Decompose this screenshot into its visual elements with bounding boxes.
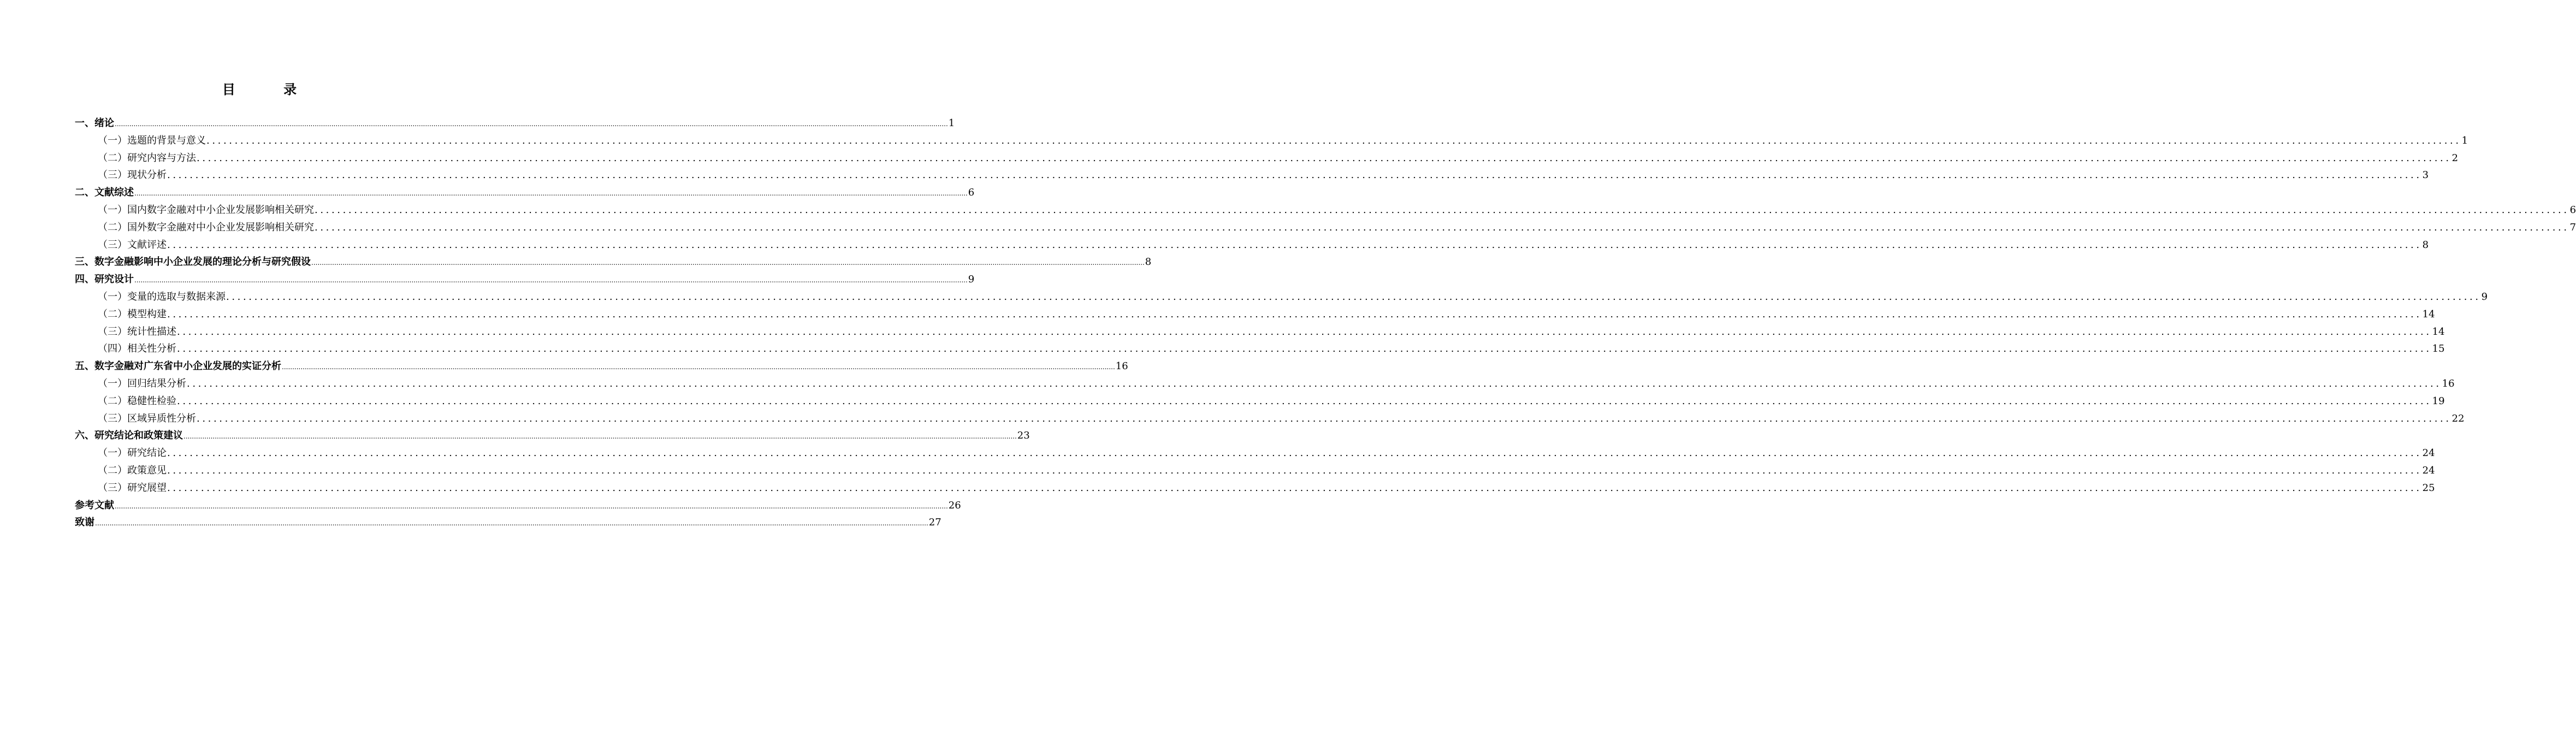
toc-dot-leader: ................................................................................................................................................................................................................................................................................................................................................................................................................ (282, 363, 1115, 371)
toc-chapter-entry[interactable] (75, 184, 975, 202)
toc-section-entry[interactable] (75, 236, 2429, 254)
toc-entry-label: （三）文献评述 (98, 239, 167, 251)
toc-section-entry[interactable] (75, 445, 2435, 462)
toc-entry-label: （二）稳健性检验 (98, 395, 176, 407)
toc-dot-leader: ................................................................................................................................................................................................................................................................................................................................................................................................................ (226, 291, 2481, 303)
toc-page-number: 22 (2451, 412, 2465, 424)
toc-entry-label: （三）现状分析 (98, 169, 167, 181)
toc-section-entry[interactable] (75, 219, 2576, 236)
toc-entry-label: （四）相关性分析 (98, 343, 176, 355)
toc-entry-label: （三）区域异质性分析 (98, 412, 196, 424)
toc-entry-label: （二）政策意见 (98, 464, 167, 476)
toc-entry-label: 三、数字金融影响中小企业发展的理论分析与研究假设 (75, 256, 311, 268)
toc-entry-label: 参考文献 (75, 499, 114, 511)
toc-entry-label: （三）研究展望 (98, 482, 167, 494)
toc-page-number: 9 (2481, 291, 2488, 303)
toc-section-entry[interactable] (75, 202, 2576, 219)
toc-dot-leader: ................................................................................................................................................................................................................................................................................................................................................................................................................ (167, 308, 2422, 320)
toc-entry-label: 五、数字金融对广东省中小企业发展的实证分析 (75, 360, 281, 372)
toc-page-number: 26 (948, 499, 961, 511)
toc-dot-leader: ................................................................................................................................................................................................................................................................................................................................................................................................................ (167, 482, 2422, 494)
toc-section-entry[interactable] (75, 410, 2465, 428)
toc-entry-label: （一）变量的选取与数据来源 (98, 291, 226, 303)
toc-chapter-entry[interactable] (75, 358, 1128, 375)
toc-entry-label: （三）统计性描述 (98, 325, 176, 338)
toc-page-number: 24 (2422, 464, 2435, 476)
toc-entry-label: 一、绪论 (75, 117, 114, 129)
toc-chapter-entry[interactable] (75, 271, 975, 288)
toc-entry-label: 四、研究设计 (75, 274, 134, 286)
toc-page-number: 15 (2432, 343, 2445, 355)
toc-page-number: 14 (2422, 308, 2435, 320)
toc-chapter-entry[interactable] (75, 427, 1030, 445)
toc-dot-leader: ................................................................................................................................................................................................................................................................................................................................................................................................................ (187, 377, 2442, 389)
toc-dot-leader: ................................................................................................................................................................................................................................................................................................................................................................................................................ (115, 502, 948, 510)
toc-entry-label: 六、研究结论和政策建议 (75, 430, 183, 442)
toc-page-number: 16 (2442, 377, 2455, 389)
toc-chapter-entry[interactable] (75, 497, 961, 514)
toc-page-number: 9 (968, 274, 975, 286)
toc-page-number: 2 (2451, 152, 2459, 164)
toc-dot-leader: ................................................................................................................................................................................................................................................................................................................................................................................................................ (115, 120, 948, 128)
toc-dot-leader: ................................................................................................................................................................................................................................................................................................................................................................................................................ (177, 343, 2432, 355)
toc-dot-leader: ................................................................................................................................................................................................................................................................................................................................................................................................................ (167, 464, 2422, 476)
toc-page-number: 7 (2569, 221, 2576, 233)
toc-dot-leader: ................................................................................................................................................................................................................................................................................................................................................................................................................ (167, 239, 2422, 251)
toc-section-entry[interactable] (75, 393, 2445, 410)
toc-dot-leader: ................................................................................................................................................................................................................................................................................................................................................................................................................ (95, 519, 928, 528)
toc-dot-leader: ................................................................................................................................................................................................................................................................................................................................................................................................................ (197, 152, 2451, 164)
toc-chapter-entry[interactable] (75, 514, 941, 531)
toc-page-number: 8 (2422, 239, 2429, 251)
toc-page-number: 19 (2432, 395, 2445, 407)
toc-section-entry[interactable] (75, 323, 2445, 341)
toc-section-entry[interactable] (75, 150, 2459, 167)
toc-section-entry[interactable] (75, 288, 2488, 306)
toc-page-number: 23 (1017, 430, 1030, 442)
toc-page-number: 27 (928, 517, 941, 529)
toc-dot-leader: ................................................................................................................................................................................................................................................................................................................................................................................................................ (177, 325, 2432, 338)
toc-entry-label: （一）国内数字金融对中小企业发展影响相关研究 (98, 204, 314, 216)
toc-dot-leader: ................................................................................................................................................................................................................................................................................................................................................................................................................ (206, 134, 2461, 146)
toc-page-number: 8 (1145, 256, 1152, 268)
toc-page-number: 6 (2569, 204, 2576, 216)
toc-page-number: 24 (2422, 447, 2435, 459)
toc-entry-label: （二）模型构建 (98, 308, 167, 320)
toc-page-number: 1 (948, 117, 955, 129)
toc-page-number: 6 (968, 187, 975, 199)
toc-title: 目 录 (222, 82, 319, 97)
toc-section-entry[interactable] (75, 132, 2468, 150)
toc-dot-leader: ................................................................................................................................................................................................................................................................................................................................................................................................................ (167, 169, 2422, 181)
toc-section-entry[interactable] (75, 167, 2429, 184)
toc-dot-leader: ................................................................................................................................................................................................................................................................................................................................................................................................................ (197, 412, 2451, 424)
toc-entry-label: （一）研究结论 (98, 447, 167, 459)
toc-section-entry[interactable] (75, 462, 2435, 480)
toc-entry-label: （一）选题的背景与意义 (98, 134, 206, 146)
table-of-contents (75, 115, 2576, 531)
toc-dot-leader: ................................................................................................................................................................................................................................................................................................................................................................................................................ (134, 276, 968, 285)
toc-dot-leader: ................................................................................................................................................................................................................................................................................................................................................................................................................ (134, 190, 968, 198)
toc-dot-leader: ................................................................................................................................................................................................................................................................................................................................................................................................................ (315, 204, 2569, 216)
toc-chapter-entry[interactable] (75, 253, 1152, 271)
toc-page-number: 25 (2422, 482, 2435, 494)
toc-section-entry[interactable] (75, 306, 2435, 323)
toc-page-number: 16 (1115, 360, 1128, 372)
toc-chapter-entry[interactable] (75, 115, 955, 132)
toc-entry-label: （二）研究内容与方法 (98, 152, 196, 164)
toc-page-number: 3 (2422, 169, 2429, 181)
toc-section-entry[interactable] (75, 375, 2455, 393)
toc-dot-leader: ................................................................................................................................................................................................................................................................................................................................................................................................................ (167, 447, 2422, 459)
toc-entry-label: 二、文献综述 (75, 187, 134, 199)
toc-dot-leader: ................................................................................................................................................................................................................................................................................................................................................................................................................ (177, 395, 2432, 407)
toc-section-entry[interactable] (75, 480, 2435, 497)
toc-dot-leader: ................................................................................................................................................................................................................................................................................................................................................................................................................ (315, 221, 2569, 233)
toc-entry-label: （一）回归结果分析 (98, 377, 186, 389)
toc-entry-label: （二）国外数字金融对中小企业发展影响相关研究 (98, 221, 314, 233)
toc-page-number: 1 (2461, 134, 2468, 146)
toc-section-entry[interactable] (75, 340, 2445, 358)
toc-entry-label: 致谢 (75, 517, 94, 529)
toc-dot-leader: ................................................................................................................................................................................................................................................................................................................................................................................................................ (183, 433, 1017, 441)
toc-dot-leader: ................................................................................................................................................................................................................................................................................................................................................................................................................ (311, 259, 1145, 267)
toc-page-number: 14 (2432, 325, 2445, 338)
